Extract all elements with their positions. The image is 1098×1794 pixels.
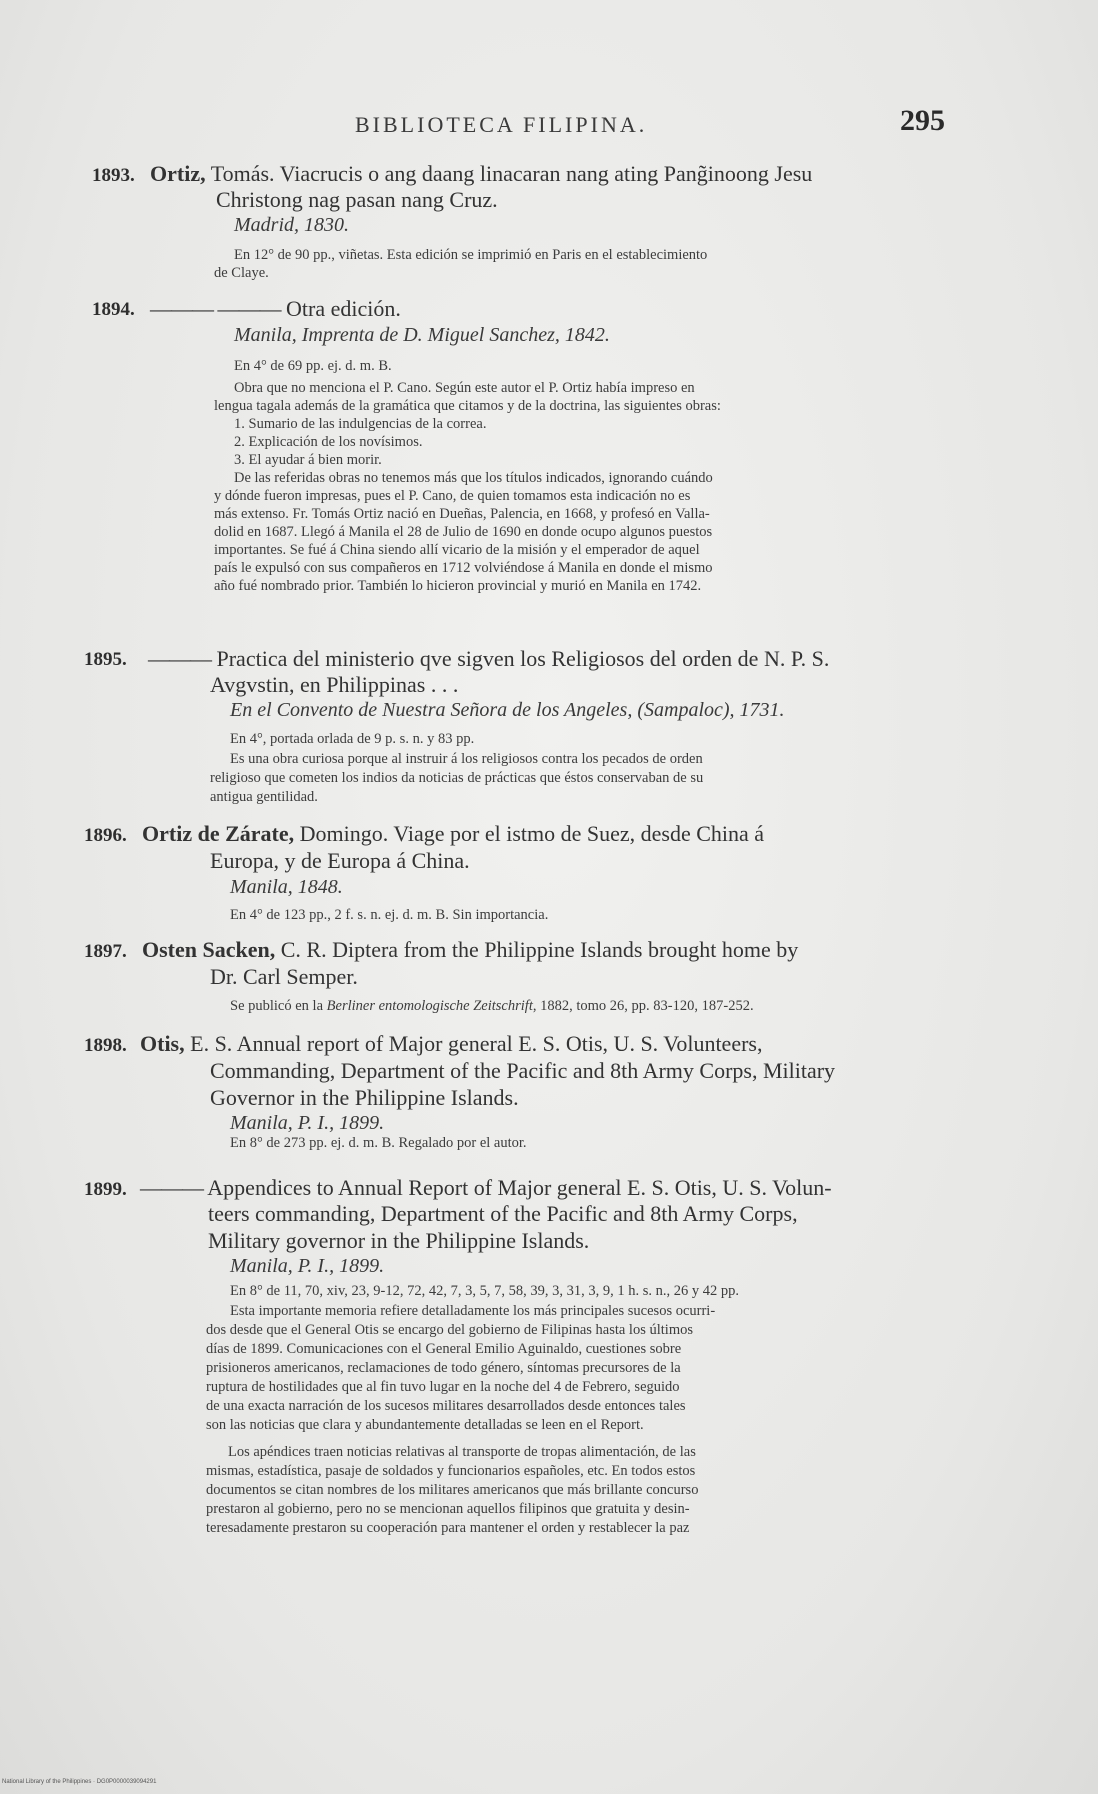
entry-note: En 4° de 123 pp., 2 f. s. n. ej. d. m. B. Sin importancia. <box>230 907 549 923</box>
entry-note: mismas, estadística, pasaje de soldados y funcionarios españoles, etc. En todos estos <box>206 1463 696 1479</box>
scan-footer: National Library of the Philippines · DG0P0000039094291 <box>2 1779 157 1785</box>
ditto-dash: ——— ——— <box>150 296 281 321</box>
running-head <box>0 104 1098 144</box>
entry-note: Es una obra curiosa porque al instruir á los religiosos contra los pecados de orden <box>230 751 703 767</box>
entry-number: 1893. <box>92 165 135 186</box>
entry-author: Otis, <box>140 1031 185 1056</box>
note-text: , 1882, tomo 26, pp. 83-120, 187-252. <box>532 998 754 1014</box>
entry-title: C. R. Diptera from the Philippine Islands brought home by <box>280 937 799 962</box>
entry-number: 1894. <box>92 299 135 320</box>
entry-number: 1897. <box>84 941 127 962</box>
entry-author: Osten Sacken, <box>142 937 276 962</box>
entry-note: dolid en 1687. Llegó á Manila el 28 de Julio de 1690 en donde ocupo algunos puestos <box>214 524 713 540</box>
entry-note: En 8° de 273 pp. ej. d. m. B. Regalado por el autor. <box>230 1135 527 1151</box>
entry-title-line <box>142 937 798 963</box>
entry-number: 1899. <box>84 1179 127 1200</box>
entry-title-line <box>148 646 829 672</box>
entry-imprint: Madrid, 1830. <box>234 214 349 236</box>
entry-note: año fué nombrado prior. También lo hicieron provincial y murió en Manila en 1742. <box>214 578 702 594</box>
entry-note: y dónde fueron impresas, pues el P. Cano, de quien tomamos esta indicación no es <box>214 488 691 504</box>
entry-note: prestaron al gobierno, pero no se mencionan aquellos filipinos que gratuita y desin- <box>206 1501 690 1517</box>
entry-title-line: Commanding, Department of the Pacific and 8th Army Corps, Military <box>210 1058 836 1083</box>
entry-note: religioso que cometen los indios da noticias de prácticas que éstos conservaban de su <box>210 770 704 786</box>
entry-imprint: En el Convento de Nuestra Señora de los Angeles, (Sampaloc), 1731. <box>230 699 785 721</box>
entry-note: 2. Explicación de los novísimos. <box>234 434 423 450</box>
entry-note: Obra que no menciona el P. Cano. Según este autor el P. Ortiz había impreso en <box>234 380 695 396</box>
entry-note: país le expulsó con sus compañeros en 1712 volviéndose á Manila en donde el mismo <box>214 560 713 576</box>
entry-number: 1895. <box>84 649 127 670</box>
entry-imprint: Manila, P. I., 1899. <box>230 1255 385 1277</box>
entry-note: lengua tagala además de la gramática que citamos y de la doctrina, las siguientes obras: <box>214 398 721 414</box>
entry-note: De las referidas obras no tenemos más que los títulos indicados, ignorando cuándo <box>234 470 713 486</box>
entry-note: prisioneros americanos, reclamaciones de todo género, síntomas precursores de la <box>206 1360 681 1376</box>
entry-note: ruptura de hostilidades que al fin tuvo lugar en la noche del 4 de Febrero, seguido <box>206 1379 680 1395</box>
ditto-dash: ——— <box>148 646 211 671</box>
entry-note: días de 1899. Comunicaciones con el General Emilio Aguinaldo, cuestiones sobre <box>206 1341 682 1357</box>
entry-title-line <box>142 821 764 847</box>
entry-note: más extenso. Fr. Tomás Ortiz nació en Dueñas, Palencia, en 1668, y profesó en Valla- <box>214 506 710 522</box>
entry-author: Ortiz de Zárate, <box>142 821 295 846</box>
entry-note: de Claye. <box>214 265 269 281</box>
entry-title-line <box>140 1031 762 1057</box>
entry-note: En 12° de 90 pp., viñetas. Esta edición se imprimió en Paris en el establecimiento <box>234 247 708 263</box>
entry-title-line: Dr. Carl Semper. <box>210 964 358 989</box>
entry-number: 1896. <box>84 825 127 846</box>
entry-imprint: Manila, P. I., 1899. <box>230 1112 385 1134</box>
entry-title-line <box>150 296 401 322</box>
entry-note: dos desde que el General Otis se encargo del gobierno de Filipinas hasta los últimos <box>206 1322 693 1338</box>
entry-note: En 4° de 69 pp. ej. d. m. B. <box>234 358 392 374</box>
entry-note: importantes. Se fué á China siendo allí vicario de la misión y el emperador de aquel <box>214 542 700 558</box>
entry-note <box>230 998 754 1015</box>
entry-title-line: Military governor in the Philippine Islands. <box>208 1228 590 1253</box>
entry-note: teresadamente prestaron su cooperación para mantener el orden y restablecer la paz <box>206 1520 690 1536</box>
entry-title: Tomás. Viacrucis o ang daang linacaran nang ating Pang̃inoong Jesu <box>210 161 813 186</box>
entry-note: Esta importante memoria refiere detalladamente los más principales sucesos ocurri- <box>230 1303 716 1319</box>
entry-title-line: Christong nag pasan nang Cruz. <box>216 187 498 212</box>
entry-note: son las noticias que clara y abundantemente detalladas se leen en el Report. <box>206 1417 644 1433</box>
entry-title: E. S. Annual report of Major general E. S. Otis, U. S. Volunteers, <box>190 1031 763 1056</box>
entry-imprint: Manila, Imprenta de D. Miguel Sanchez, 1842. <box>234 324 610 346</box>
entry-author: Ortiz, <box>150 161 206 186</box>
entry-note: 1. Sumario de las indulgencias de la correa. <box>234 416 487 432</box>
entry-imprint: Manila, 1848. <box>230 876 343 898</box>
entry-note: En 4°, portada orlada de 9 p. s. n. y 83 pp. <box>230 731 475 747</box>
entry-title: Domingo. Viage por el istmo de Suez, desde China á <box>299 821 765 846</box>
entry-note: En 8° de 11, 70, xiv, 23, 9-12, 72, 42, 7, 3, 5, 7, 58, 39, 3, 31, 3, 9, 1 h. s. n., 26 y 42 pp. <box>230 1283 739 1299</box>
page-title: BIBLIOTECA FILIPINA. <box>355 112 648 137</box>
entry-title-line: Europa, y de Europa á China. <box>210 848 470 873</box>
entry-title-line: teers commanding, Department of the Pacific and 8th Army Corps, <box>208 1201 798 1226</box>
entry-note: antigua gentilidad. <box>210 789 318 805</box>
entry-title: Otra edición. <box>286 296 401 321</box>
note-text: Se publicó en la <box>230 998 327 1014</box>
entry-number: 1898. <box>84 1035 127 1056</box>
entry-title-line <box>150 161 812 187</box>
entry-title-line <box>140 1175 832 1201</box>
entry-title: Appendices to Annual Report of Major general E. S. Otis, U. S. Volun- <box>207 1175 832 1200</box>
entry-title: Practica del ministerio qve sigven los Religiosos del orden de N. P. S. <box>216 646 830 671</box>
entry-title-line: Governor in the Philippine Islands. <box>210 1085 519 1110</box>
entry-note: documentos se citan nombres de los militares americanos que más brillante concurso <box>206 1482 699 1498</box>
entry-note: de una exacta narración de los sucesos militares desarrollados desde entonces tales <box>206 1398 686 1414</box>
journal-title: Berliner entomologische Zeitschrift <box>326 998 533 1014</box>
ditto-dash: ——— <box>140 1175 203 1200</box>
entry-title-line: Avgvstin, en Philippinas . . . <box>210 672 459 697</box>
entry-note: Los apéndices traen noticias relativas al transporte de tropas alimentación, de las <box>228 1444 696 1460</box>
page-number: 295 <box>900 104 945 137</box>
entry-note: 3. El ayudar á bien morir. <box>234 452 382 468</box>
